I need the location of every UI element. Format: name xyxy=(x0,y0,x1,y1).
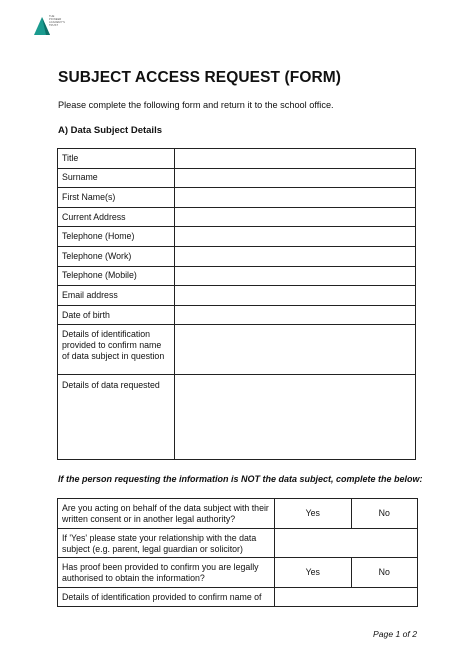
field-label: Date of birth xyxy=(58,305,175,325)
telephone-work-field[interactable] xyxy=(175,246,416,266)
no-option[interactable]: No xyxy=(351,558,417,588)
data-subject-table xyxy=(57,148,416,460)
question-label: Are you acting on behalf of the data subject with their written consent or in another legal authority? xyxy=(58,499,275,529)
data-requested-field[interactable] xyxy=(175,375,416,460)
table-row xyxy=(58,149,416,169)
logo-text: THE PIONEER ACADEMY'S TRUST xyxy=(49,15,65,27)
table-row xyxy=(58,227,416,247)
question-label: If 'Yes' please state your relationship with the data subject (e.g. parent, legal guardian or solicitor) xyxy=(58,528,275,558)
table-row xyxy=(58,587,418,606)
field-label: Details of identification provided to confirm name of data subject in question xyxy=(58,325,175,375)
section-heading: A) Data Subject Details xyxy=(58,125,162,136)
table-row xyxy=(58,325,416,375)
intro-text: Please complete the following form and return it to the school office. xyxy=(58,100,334,110)
table-row xyxy=(58,499,418,529)
table-row xyxy=(58,207,416,227)
title-field[interactable] xyxy=(175,149,416,169)
first-names-field[interactable] xyxy=(175,188,416,208)
telephone-mobile-field[interactable] xyxy=(175,266,416,286)
page-title: SUBJECT ACCESS REQUEST (FORM) xyxy=(58,69,342,86)
field-label: Email address xyxy=(58,286,175,306)
field-label: Current Address xyxy=(58,207,175,227)
email-field[interactable] xyxy=(175,286,416,306)
current-address-field[interactable] xyxy=(175,207,416,227)
question-label: Has proof been provided to confirm you are legally authorised to obtain the information? xyxy=(58,558,275,588)
identification-field[interactable] xyxy=(175,325,416,375)
field-label: Telephone (Work) xyxy=(58,246,175,266)
field-label: Surname xyxy=(58,168,175,188)
table-row xyxy=(58,375,416,460)
requester-identification-field[interactable] xyxy=(275,587,418,606)
no-option[interactable]: No xyxy=(351,499,417,529)
table-row xyxy=(58,266,416,286)
question-label: Details of identification provided to confirm name of xyxy=(58,587,275,606)
table-row xyxy=(58,558,418,588)
table-row xyxy=(58,246,416,266)
telephone-home-field[interactable] xyxy=(175,227,416,247)
table-row xyxy=(58,528,418,558)
table-row xyxy=(58,168,416,188)
requester-table xyxy=(57,498,418,607)
date-of-birth-field[interactable] xyxy=(175,305,416,325)
table-row xyxy=(58,188,416,208)
field-label: Details of data requested xyxy=(58,375,175,460)
field-label: First Name(s) xyxy=(58,188,175,208)
requester-note: If the person requesting the information is NOT the data subject, complete the below: xyxy=(58,474,423,484)
table-row xyxy=(58,286,416,306)
field-label: Title xyxy=(58,149,175,169)
table-row xyxy=(58,305,416,325)
yes-option[interactable]: Yes xyxy=(275,499,352,529)
surname-field[interactable] xyxy=(175,168,416,188)
field-label: Telephone (Mobile) xyxy=(58,266,175,286)
relationship-field[interactable] xyxy=(275,528,418,558)
field-label: Telephone (Home) xyxy=(58,227,175,247)
page-number: Page 1 of 2 xyxy=(373,629,417,639)
yes-option[interactable]: Yes xyxy=(275,558,352,588)
